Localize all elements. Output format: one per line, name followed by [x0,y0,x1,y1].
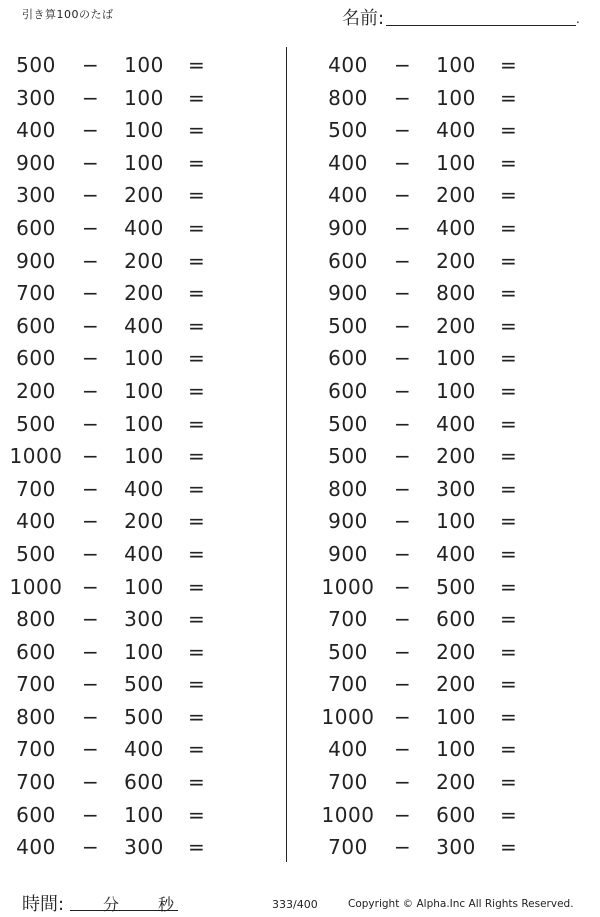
minus-sign: − [82,802,100,827]
equals-sign: = [500,85,518,110]
equals-sign: = [188,183,206,208]
minus-sign: − [82,444,100,469]
subtrahend: 200 [124,183,164,208]
minus-sign: − [394,672,412,697]
problem-row [312,699,582,732]
subtrahend: 400 [124,541,164,566]
problem-row [0,80,270,113]
equals-sign: = [188,150,206,175]
equals-sign: = [500,313,518,338]
minus-sign: − [82,770,100,795]
minus-sign: − [394,85,412,110]
equals-sign: = [188,215,206,240]
minus-sign: − [394,541,412,566]
subtrahend: 400 [124,476,164,501]
minuend: 900 [328,509,368,534]
minus-sign: − [394,281,412,306]
minus-sign: − [82,248,100,273]
minuend: 500 [16,53,56,77]
problem-row [0,308,270,341]
problem-row [312,145,582,178]
minus-sign: − [82,607,100,632]
minus-sign: − [394,639,412,664]
problem-row [312,80,582,113]
minuend: 600 [16,802,56,827]
subtrahend: 500 [124,672,164,697]
minuend: 400 [16,835,56,860]
minuend: 700 [328,835,368,860]
equals-sign: = [188,476,206,501]
equals-sign: = [188,281,206,306]
equals-sign: = [188,770,206,795]
subtrahend: 100 [124,411,164,436]
equals-sign: = [500,346,518,371]
minus-sign: − [82,704,100,729]
minus-sign: − [394,444,412,469]
minus-sign: − [394,835,412,860]
minuend: 700 [16,770,56,795]
subtrahend: 100 [124,574,164,599]
seconds-label: 秒 [158,895,175,914]
minuend: 600 [16,313,56,338]
minus-sign: − [394,574,412,599]
problem-row [0,601,270,634]
minuend: 900 [16,150,56,175]
subtrahend: 400 [436,215,476,240]
minuend: 500 [16,541,56,566]
minus-sign: − [394,607,412,632]
equals-sign: = [500,215,518,240]
problem-row [0,145,270,178]
subtrahend: 100 [124,346,164,371]
problem-row [0,764,270,797]
equals-sign: = [500,118,518,143]
problem-row [312,601,582,634]
minuend: 500 [328,313,368,338]
minuend: 800 [328,85,368,110]
problem-row [0,438,270,471]
problem-row [312,666,582,699]
subtrahend: 400 [124,737,164,762]
problem-row [312,177,582,210]
minuend: 1000 [321,802,375,827]
subtrahend: 100 [124,802,164,827]
subtrahend: 200 [124,281,164,306]
problem-row [312,471,582,504]
minuend: 700 [16,281,56,306]
problem-row [312,829,582,862]
minuend: 400 [16,118,56,143]
minutes-label: 分 [103,895,120,914]
problem-row [0,634,270,667]
minuend: 200 [16,378,56,403]
subtrahend: 800 [436,281,476,306]
minuend: 900 [328,215,368,240]
minus-sign: − [394,770,412,795]
minuend: 300 [16,85,56,110]
problem-row [312,210,582,243]
minus-sign: − [394,118,412,143]
minuend: 1000 [9,574,63,599]
equals-sign: = [500,248,518,273]
worksheet-title: 引き算100のたば [22,8,114,21]
equals-sign: = [500,183,518,208]
subtrahend: 200 [436,639,476,664]
minuend: 500 [16,411,56,436]
minuend: 400 [328,150,368,175]
minus-sign: − [82,215,100,240]
minus-sign: − [82,639,100,664]
subtrahend: 600 [124,770,164,795]
equals-sign: = [500,411,518,436]
minuend: 600 [16,639,56,664]
minuend: 300 [16,183,56,208]
problem-row [312,112,582,145]
name-label: 名前: [342,8,385,29]
left-problem-column [0,47,270,862]
equals-sign: = [188,411,206,436]
equals-sign: = [500,802,518,827]
equals-sign: = [500,444,518,469]
equals-sign: = [188,85,206,110]
problem-row [312,797,582,830]
subtrahend: 200 [124,509,164,534]
subtrahend: 200 [436,313,476,338]
problem-row [0,829,270,862]
equals-sign: = [500,509,518,534]
equals-sign: = [500,53,518,77]
problem-row [0,406,270,439]
subtrahend: 200 [124,248,164,273]
minus-sign: − [82,378,100,403]
time-label: 時間: [22,894,65,915]
subtrahend: 100 [436,509,476,534]
problem-row [0,699,270,732]
minuend: 1000 [321,574,375,599]
minuend: 1000 [321,704,375,729]
equals-sign: = [500,574,518,599]
minus-sign: − [82,150,100,175]
minuend: 600 [328,248,368,273]
problem-row [312,47,582,80]
minus-sign: − [394,802,412,827]
subtrahend: 300 [436,835,476,860]
minus-sign: − [82,53,100,77]
subtrahend: 200 [436,444,476,469]
column-divider [286,47,287,862]
minuend: 400 [16,509,56,534]
minuend: 1000 [9,444,63,469]
subtrahend: 500 [436,574,476,599]
minus-sign: − [82,737,100,762]
subtrahend: 100 [436,378,476,403]
minuend: 500 [328,411,368,436]
problem-row [0,503,270,536]
minuend: 400 [328,737,368,762]
minus-sign: − [82,835,100,860]
equals-sign: = [188,672,206,697]
subtrahend: 100 [436,53,476,77]
minuend: 700 [328,672,368,697]
problem-row [0,210,270,243]
equals-sign: = [500,281,518,306]
equals-sign: = [188,346,206,371]
minus-sign: − [394,378,412,403]
subtrahend: 200 [436,248,476,273]
equals-sign: = [188,118,206,143]
minus-sign: − [394,215,412,240]
minus-sign: − [82,541,100,566]
subtrahend: 100 [436,150,476,175]
subtrahend: 100 [124,53,164,77]
problem-row [0,666,270,699]
equals-sign: = [500,770,518,795]
problem-row [312,340,582,373]
right-problem-column [312,47,582,862]
minus-sign: − [82,346,100,371]
problem-row [312,243,582,276]
minuend: 700 [16,476,56,501]
minus-sign: − [82,509,100,534]
minus-sign: − [394,248,412,273]
problem-row [312,503,582,536]
minuend: 900 [328,281,368,306]
subtrahend: 400 [436,541,476,566]
equals-sign: = [500,672,518,697]
subtrahend: 100 [124,85,164,110]
problem-row [0,471,270,504]
problem-row [0,340,270,373]
problem-row [0,569,270,602]
problem-row [312,634,582,667]
name-end-dot: . [576,12,580,26]
minuend: 700 [16,737,56,762]
equals-sign: = [188,802,206,827]
page-count: 333/400 [272,898,318,911]
equals-sign: = [188,574,206,599]
problem-row [0,275,270,308]
equals-sign: = [188,835,206,860]
subtrahend: 100 [124,118,164,143]
subtrahend: 600 [436,802,476,827]
minus-sign: − [394,346,412,371]
minuend: 900 [328,541,368,566]
minus-sign: − [82,281,100,306]
equals-sign: = [500,541,518,566]
problem-row [0,243,270,276]
subtrahend: 600 [436,607,476,632]
problem-row [0,797,270,830]
minuend: 400 [328,183,368,208]
problem-row [0,112,270,145]
subtrahend: 200 [436,770,476,795]
problem-row [312,275,582,308]
subtrahend: 100 [436,346,476,371]
minus-sign: − [82,672,100,697]
subtrahend: 200 [436,672,476,697]
minuend: 400 [328,53,368,77]
equals-sign: = [188,509,206,534]
problem-row [312,764,582,797]
subtrahend: 400 [124,215,164,240]
problem-row [0,731,270,764]
subtrahend: 200 [436,183,476,208]
subtrahend: 100 [436,704,476,729]
minus-sign: − [394,737,412,762]
minuend: 600 [16,215,56,240]
minuend: 800 [328,476,368,501]
minuend: 600 [16,346,56,371]
equals-sign: = [188,607,206,632]
equals-sign: = [500,737,518,762]
subtrahend: 100 [124,639,164,664]
minuend: 900 [16,248,56,273]
problem-row [312,308,582,341]
equals-sign: = [500,835,518,860]
minus-sign: − [394,150,412,175]
minus-sign: − [82,183,100,208]
equals-sign: = [500,639,518,664]
equals-sign: = [188,53,206,77]
equals-sign: = [500,476,518,501]
equals-sign: = [188,313,206,338]
subtrahend: 500 [124,704,164,729]
subtrahend: 400 [436,411,476,436]
name-field-line[interactable] [386,25,576,26]
equals-sign: = [188,639,206,664]
problem-row [312,406,582,439]
minuend: 500 [328,118,368,143]
equals-sign: = [188,737,206,762]
problem-row [0,536,270,569]
equals-sign: = [188,541,206,566]
minuend: 600 [328,378,368,403]
minuend: 700 [328,607,368,632]
equals-sign: = [188,248,206,273]
subtrahend: 400 [436,118,476,143]
minuend: 700 [16,672,56,697]
minus-sign: − [82,313,100,338]
minus-sign: − [82,411,100,436]
subtrahend: 300 [436,476,476,501]
equals-sign: = [500,704,518,729]
subtrahend: 400 [124,313,164,338]
problem-row [0,373,270,406]
problem-row [312,373,582,406]
subtrahend: 100 [436,85,476,110]
minuend: 500 [328,444,368,469]
minus-sign: − [394,476,412,501]
subtrahend: 100 [436,737,476,762]
minus-sign: − [82,85,100,110]
minuend: 600 [328,346,368,371]
minus-sign: − [394,183,412,208]
problem-row [312,438,582,471]
minus-sign: − [394,509,412,534]
minus-sign: − [394,53,412,77]
minuend: 700 [328,770,368,795]
equals-sign: = [188,704,206,729]
equals-sign: = [188,444,206,469]
minus-sign: − [394,704,412,729]
problem-row [312,569,582,602]
minuend: 800 [16,607,56,632]
problem-row [312,731,582,764]
subtrahend: 100 [124,444,164,469]
subtrahend: 100 [124,150,164,175]
problem-row [0,177,270,210]
minus-sign: − [394,411,412,436]
minuend: 800 [16,704,56,729]
problem-row [312,536,582,569]
subtrahend: 300 [124,607,164,632]
minus-sign: − [82,118,100,143]
minus-sign: − [82,476,100,501]
equals-sign: = [500,150,518,175]
minus-sign: − [394,313,412,338]
minuend: 500 [328,639,368,664]
equals-sign: = [500,607,518,632]
subtrahend: 100 [124,378,164,403]
subtrahend: 300 [124,835,164,860]
problem-row [0,47,270,80]
equals-sign: = [500,378,518,403]
minus-sign: − [82,574,100,599]
equals-sign: = [188,378,206,403]
copyright-notice: Copyright © Alpha.Inc All Rights Reserved. [348,898,574,910]
